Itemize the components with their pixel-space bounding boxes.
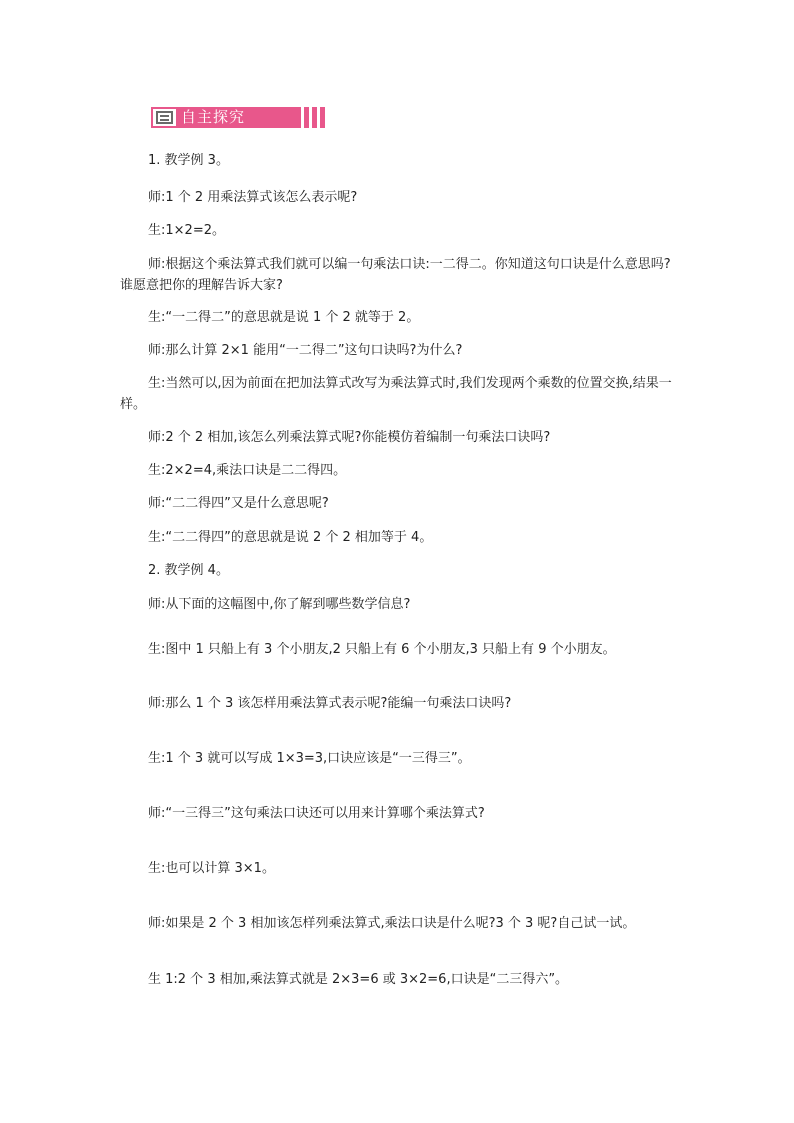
paragraph: 师:“二二得四”又是什么意思呢?	[148, 496, 329, 511]
paragraph: 生:1 个 3 就可以写成 1×3=3,口诀应该是“一三得三”。	[148, 751, 471, 766]
paragraph: 师:那么计算 2×1 能用“一二得二”这句口诀吗?为什么?	[148, 343, 463, 358]
paragraph: 师:“一三得三”这句乘法口诀还可以用来计算哪个乘法算式?	[148, 806, 485, 821]
paragraph: 师:从下面的这幅图中,你了解到哪些数学信息?	[148, 597, 411, 612]
paragraph: 师:如果是 2 个 3 相加该怎样列乘法算式,乘法口诀是什么呢?3 个 3 呢?自己试一试。	[148, 916, 636, 931]
heading-example-3: 1. 教学例 3。	[148, 153, 229, 168]
section-header	[151, 107, 333, 128]
paragraph: 生:“一二得二”的意思就是说 1 个 2 就等于 2。	[148, 310, 420, 325]
paragraph: 师:2 个 2 相加,该怎么列乘法算式呢?你能模仿着编制一句乘法口诀吗?	[148, 430, 551, 445]
paragraph: 生:图中 1 只船上有 3 个小朋友,2 只船上有 6 个小朋友,3 只船上有 9 个小朋友。	[148, 642, 616, 657]
paragraph: 生:“二二得四”的意思就是说 2 个 2 相加等于 4。	[148, 530, 433, 545]
section-title: 自主探究	[178, 107, 301, 128]
paragraph: 生 1:2 个 3 相加,乘法算式就是 2×3=6 或 3×2=6,口诀是“二三得六”。	[148, 972, 569, 987]
stripe-decoration	[320, 107, 325, 128]
numeral-two-icon	[156, 111, 173, 124]
paragraph: 师:根据这个乘法算式我们就可以编一句乘法口诀:一二得二。你知道这句口诀是什么意思吗?谁愿意把你的理解告诉大家?	[120, 257, 671, 293]
stripe-decoration	[312, 107, 317, 128]
paragraph: 生:1×2=2。	[148, 223, 225, 238]
paragraph: 师:那么 1 个 3 该怎样用乘法算式表示呢?能编一句乘法口诀吗?	[148, 696, 512, 711]
heading-example-4: 2. 教学例 4。	[148, 563, 229, 578]
stripe-decoration	[304, 107, 309, 128]
section-number-icon	[151, 107, 178, 128]
paragraph: 生:2×2=4,乘法口诀是二二得四。	[148, 463, 347, 478]
section-stripes-decoration	[304, 107, 328, 128]
paragraph: 生:当然可以,因为前面在把加法算式改写为乘法算式时,我们发现两个乘数的位置交换,结果一样。	[120, 376, 672, 412]
paragraph: 生:也可以计算 3×1。	[148, 861, 275, 876]
paragraph: 师:1 个 2 用乘法算式该怎么表示呢?	[148, 190, 358, 205]
